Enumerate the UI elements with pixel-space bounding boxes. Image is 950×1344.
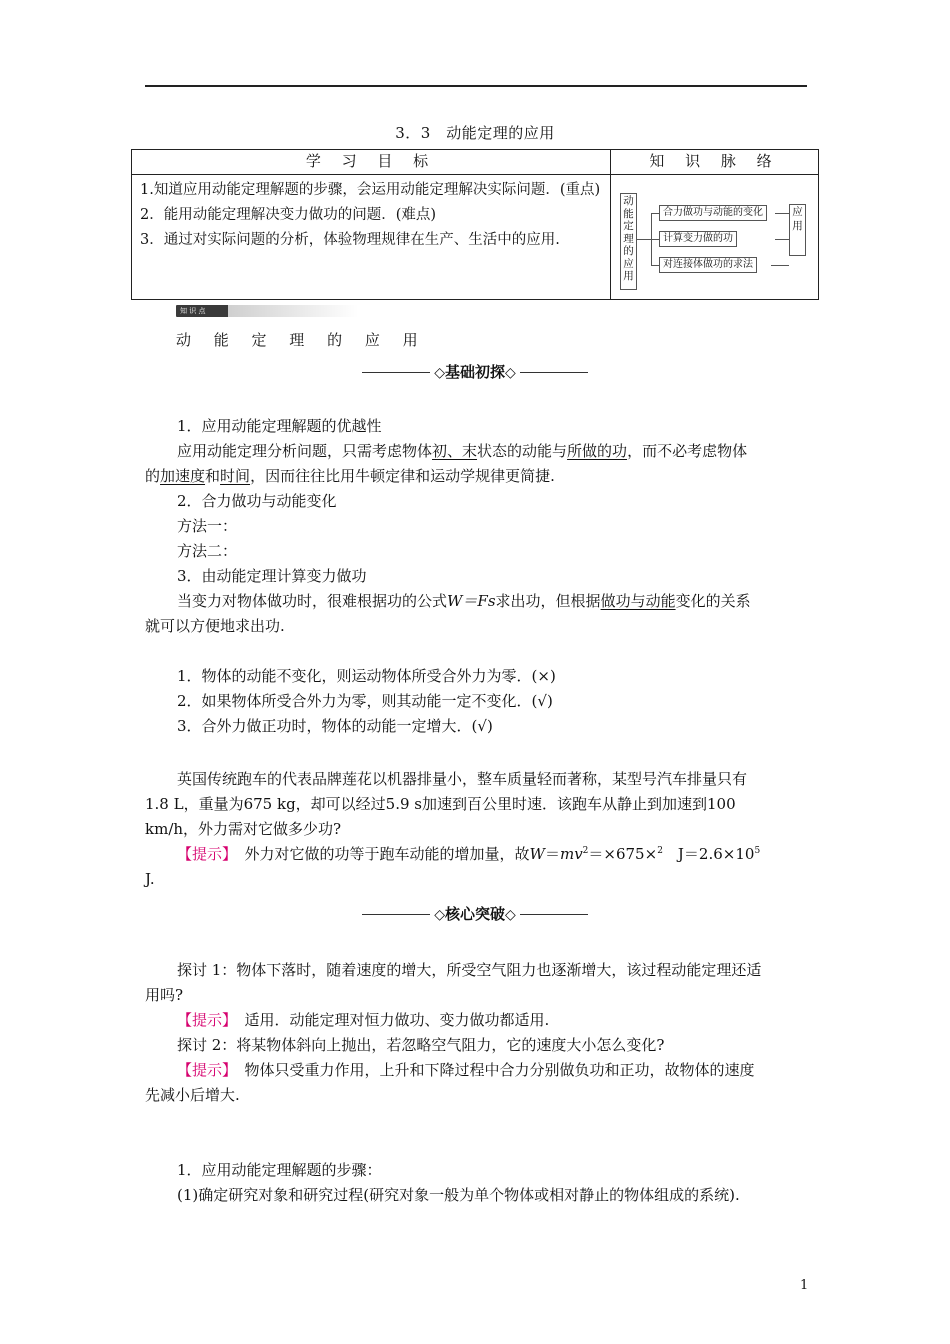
goal-item: 3．通过对实际问题的分析，体验物理规律在生产、生活中的应用. bbox=[140, 232, 560, 248]
blank-answer: 加速度 bbox=[160, 467, 206, 485]
section-title: 3．3 动能定理的应用 bbox=[395, 124, 555, 142]
hint-label: 【提示】 bbox=[177, 845, 230, 863]
knowledge-diagram bbox=[611, 175, 819, 300]
goals-header: 学 习 目 标 bbox=[132, 150, 611, 175]
example-problem: 英国传统跑车的代表品牌莲花以机器排量小，整车质量轻而著称，某型号汽车排量只有 1.8 L，重量为675 kg，却可以经过5.9 s加速到百公里时速．该跑车从静止到加速到100 km/h，外力需对它做多少功? 【提示】 外力对它做的功等于跑车动能的增加量，故$W=mv^2=\times 675\times^2$ $J=2.6\times 10^5$ J. bbox=[145, 770, 761, 888]
goal-item: 2．能用动能定理解决变力做功的问题．(难点) bbox=[140, 207, 437, 223]
formula: W＝Fs bbox=[447, 592, 496, 610]
diagram-connector bbox=[775, 239, 789, 240]
diagram-end: 应用 bbox=[789, 204, 806, 256]
hint-label: 【提示】 bbox=[177, 1011, 230, 1029]
knowledge-point-chip: 知 识 点 bbox=[176, 305, 232, 317]
diagram-connector bbox=[637, 239, 651, 240]
diagram-connector bbox=[651, 265, 659, 266]
knowledge-heading: 动 能 定 理 的 应 用 bbox=[176, 331, 427, 349]
diagram-connector bbox=[771, 265, 789, 266]
page-number: 1 bbox=[800, 1278, 809, 1293]
blank-answer: 做功与动能 bbox=[600, 592, 676, 610]
basics-paragraph-3: 当变力对物体做功时，很难根据功的公式W＝Fs求出功，但根据做功与动能变化的关系 就可以方便地求出功. bbox=[145, 592, 751, 635]
diagram-branch: 对连接体做功的求法 bbox=[659, 257, 757, 273]
judgment-item: 1．物体的动能不变化，则运动物体所受合外力为零．(×) bbox=[177, 667, 556, 685]
goal-item: 1.知道应用动能定理解题的步骤，会运用动能定理解决实际问题．(重点) bbox=[140, 182, 601, 198]
blank-answer: 所做的功 bbox=[567, 442, 628, 460]
judgment-item: 3．合外力做正功时，物体的动能一定增大．(√) bbox=[177, 717, 493, 735]
context-header: 知 识 脉 络 bbox=[611, 150, 819, 175]
goals-cell bbox=[132, 175, 611, 300]
divider-basics: ◇基础初探◇ bbox=[0, 361, 950, 382]
header-rule bbox=[145, 85, 807, 87]
blank-answer: 初、末 bbox=[432, 442, 478, 460]
method-two: 方法二： bbox=[177, 542, 238, 560]
hint-label: 【提示】 bbox=[177, 1061, 230, 1079]
divider-core-label: 核心突破 bbox=[444, 905, 505, 923]
diagram-connector bbox=[651, 213, 659, 214]
chip-fade-bar bbox=[228, 305, 358, 317]
judgment-item: 2．如果物体所受合外力为零，则其动能一定不变化．(√) bbox=[177, 692, 553, 710]
blank-answer: 时间 bbox=[220, 467, 251, 485]
basics-heading-3: 3．由动能定理计算变力做功 bbox=[177, 567, 367, 585]
diagram-root: 动能定理的应用 bbox=[620, 193, 637, 290]
diagram-branch: 合力做功与动能的变化 bbox=[659, 205, 767, 221]
steps-block: 1．应用动能定理解题的步骤： (1)确定研究对象和研究过程(研究对象一般为单个物体或相对静止的物体组成的系统). bbox=[177, 1161, 740, 1204]
discussion-block: 探讨 1：物体下落时，随着速度的增大，所受空气阻力也逐渐增大，该过程动能定理还适 用吗? 【提示】 适用．动能定理对恒力做功、变力做功都适用. 探讨 2：将某物体斜向上抛出，若忽略空气阻力，它的速度大小怎么变化? 【提示】 物体只受重力作用，上升和下降过程中合力分别做负功和正功，故物体的速度 先减小后增大. bbox=[145, 961, 762, 1104]
basics-heading-1: 1．应用动能定理解题的优越性 bbox=[177, 417, 382, 435]
diagram-connector bbox=[651, 239, 659, 240]
diagram-branch: 计算变力做的功 bbox=[659, 231, 737, 247]
diagram-connector bbox=[775, 213, 789, 214]
basics-paragraph-1: 应用动能定理分析问题，只需考虑物体初、末状态的动能与所做的功，而不必考虑物体 的加速度和时间，因而往往比用牛顿定律和运动学规律更简捷. bbox=[145, 442, 748, 485]
divider-basics-label: 基础初探 bbox=[444, 363, 505, 381]
divider-core: ◇核心突破◇ bbox=[0, 903, 950, 924]
basics-heading-2: 2．合力做功与动能变化 bbox=[177, 492, 337, 510]
method-one: 方法一： bbox=[177, 517, 238, 535]
objectives-table bbox=[131, 149, 819, 300]
